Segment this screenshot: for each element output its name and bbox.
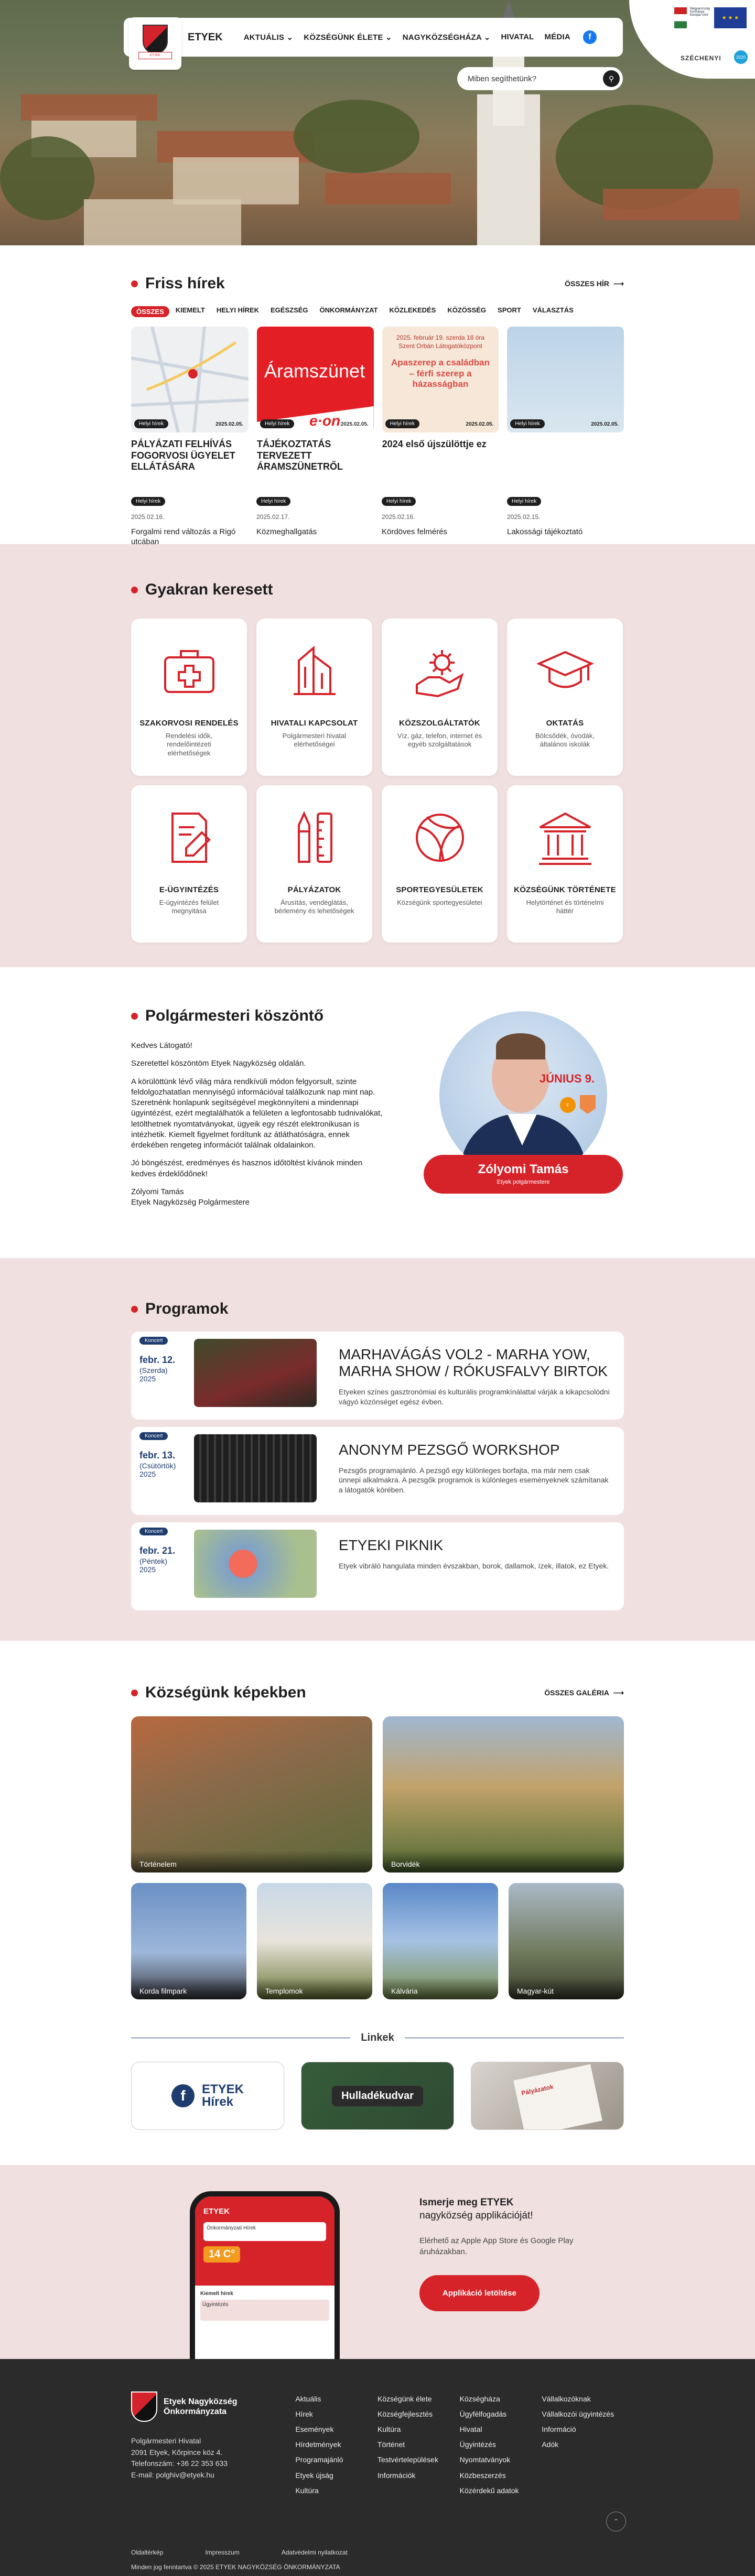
footer-link[interactable]: Események (295, 2425, 334, 2434)
freq-title: Gyakran keresett (145, 581, 273, 598)
gallery-tile[interactable]: Történelem (131, 1716, 372, 1873)
news-item[interactable]: Helyi hírek 2025.02.15. Lakossági tájékoztató (507, 496, 624, 547)
filter-kozosseg[interactable]: KÖZÖSSÉG (447, 306, 487, 314)
news-filters (131, 306, 624, 317)
section-dot (131, 280, 138, 287)
footer-link[interactable]: Ügyfélfogadás (459, 2410, 507, 2419)
freq-card-sport[interactable]: SPORTEGYESÜLETEK Községünk sportegyesületei (382, 785, 498, 943)
link-tenders[interactable]: Pályázatok (471, 2062, 624, 2130)
hero-banner (0, 0, 755, 245)
footer-link[interactable]: Vállalkozói ügyintézés (542, 2410, 614, 2419)
news-item[interactable]: Helyi hírek 2025.02.17. Közmeghallgatás (256, 496, 373, 547)
graduation-cap-icon (534, 640, 597, 702)
gallery-tile[interactable]: Magyar-kút (509, 1883, 624, 1999)
party-badge-icon: F (560, 1097, 576, 1113)
szechenyi-badge[interactable]: Magyarország Kormánya Európai Unió ★ ★ ★ SZÉCHENYI 2020 (629, 0, 755, 79)
footer-link[interactable]: Vállalkozóknak (542, 2395, 591, 2403)
nav-media[interactable]: MÉDIA (544, 33, 570, 41)
footer-link[interactable]: Közbeszerzés (459, 2471, 506, 2480)
mayor-title: Polgármesteri köszöntő (145, 1007, 324, 1024)
gallery-tile[interactable]: Borvidék (383, 1716, 624, 1873)
map-image (131, 327, 249, 432)
search-icon[interactable]: ⚲ (603, 70, 620, 87)
link-waste-yard[interactable]: Hulladékudvar (301, 2062, 454, 2130)
arrow-right-icon: ⟶ (613, 279, 624, 288)
building-icon (283, 640, 346, 702)
sitemap-link[interactable]: Oldaltérkép (131, 2548, 164, 2556)
filter-sport[interactable]: SPORT (498, 306, 521, 314)
footer-link[interactable]: Információk (378, 2471, 416, 2480)
crest-badge-icon (580, 1095, 596, 1114)
footer-link[interactable]: Aktuális (295, 2395, 321, 2403)
arrow-right-icon: ⟶ (613, 1688, 624, 1697)
footer-link[interactable]: Hivatal (459, 2425, 482, 2434)
program-card[interactable]: Koncert febr. 13. (Csütörtök) 2025 ANONYM PEZSGŐ WORKSHOP Pezsgős programajánló. A pezsgő egy különleges borfajta, ma már nem csak ünnepi alkalmakra. A pezsgők programok is különleges eseményeknek számítanak a látogatók körében. (131, 1427, 624, 1515)
section-dot (131, 1306, 138, 1313)
section-dot (131, 1013, 138, 1020)
pencil-ruler-icon (283, 806, 346, 869)
nav-nagykozseghaza[interactable]: NAGYKÖZSÉGHÁZA ⌄ (402, 33, 491, 42)
footer-link[interactable]: Etyek újság (295, 2471, 333, 2480)
mayor-photo: JÚNIUS 9. F (439, 1011, 607, 1179)
nav-hivatal[interactable]: HIVATAL (501, 33, 534, 41)
news-item[interactable]: Helyi hírek 2025.02.16. Kördöves felmérés (382, 496, 499, 547)
brand-name[interactable]: ETYEK (188, 31, 223, 43)
freq-card-tortenet[interactable]: KÖZSÉGÜNK TÖRTÉNETE Helytörténet és történelmi háttér (507, 785, 623, 943)
footer-link[interactable]: Hírek (295, 2410, 313, 2419)
program-image (194, 1530, 317, 1598)
frequent-section (0, 544, 755, 967)
links-title: Linkek (361, 2032, 394, 2043)
impressum-link[interactable]: Impresszum (205, 2548, 240, 2556)
logo[interactable] (129, 17, 181, 70)
gallery-title: Községünk képekben (145, 1684, 306, 1701)
nav-kozsegunk-elete[interactable]: KÖZSÉGÜNK ÉLETE ⌄ (304, 33, 392, 42)
hungary-flag-icon (674, 7, 687, 28)
program-card[interactable]: Koncert febr. 12. (Szerda) 2025 MARHAVÁGÁS VOL2 - MARHA YOW, MARHA SHOW / RÓKUSFALVY BIRTOK Etyeken színes gasztronómiai és kulturális programkínálattal várják a kikapcsolódni vágyó közönséget egész évben. (131, 1332, 624, 1420)
all-news-link[interactable]: ÖSSZES HÍR ⟶ (565, 279, 624, 288)
app-section: ETYEK Önkormányzati Hírek 14 C° Kiemelt hírek Ügyintézés Ismerje meg ETYEK nagyközség applikációját! Elérhető az Apple App Store és Google Play áruházakban. Applikáció letöltése (0, 2165, 755, 2359)
program-card[interactable]: Koncert febr. 21. (Péntek) 2025 ETYEKI PIKNIK Etyek vibráló hangulata minden évszakban, borok, dallamok, ízek, illatok, ez Etyek. (131, 1522, 624, 1610)
privacy-link[interactable]: Adatvédelmi nyilatkozat (281, 2548, 348, 2556)
link-fb-news[interactable]: f ETYEK Hírek (131, 2062, 284, 2130)
footer-link[interactable]: Községháza (459, 2395, 500, 2403)
freq-card-eugyintezes[interactable]: E-ÜGYINTÉZÉS E-ügyintézés felület megnyitása (131, 785, 247, 943)
filter-egeszseg[interactable]: EGÉSZSÉG (271, 306, 308, 314)
search-input[interactable]: Miben segíthetünk? (468, 74, 536, 83)
ball-icon (408, 806, 471, 869)
footer-link[interactable]: Hírdetmények (295, 2440, 341, 2449)
filter-helyi[interactable]: HELYI HÍREK (216, 306, 259, 314)
freq-card-oktatas[interactable]: OKTATÁS Bölcsődék, óvodák, általános iskolák (507, 619, 623, 776)
freq-card-kozszolgaltatok[interactable]: KÖZSZOLGÁLTATÓK Víz, gáz, telefon, internet és egyéb szolgáltatások (382, 619, 498, 776)
filter-kiemelt[interactable]: KIEMELT (175, 306, 205, 314)
footer: Etyek Nagyközség Önkormányzata Polgármesteri Hivatal 2091 Etyek, Kőrpince köz 4. Telefonszám: +36 22 353 633 E-mail: polghiv@etyek.hu Aktuális Hírek Események Hírdetmények Programajánló Etyek újság Kultúra Községünk élete Községfejlesztés Kultúra Történet Testvértelepülések Információk Községháza Ügyfélfogadás Hivatal Ügyintézés Nyomtatványok Közbeszerzés Közérdekű adatok Vállalkozóknak Vállalkozói ügyintézés Információ Adók Oldaltérkép Impresszum Adatvédelmi nyilatkozat Minden jog fenntartva © 2025 ETYEK NAGYKÖZSÉG ÖNKORMÁNYZATA (0, 2359, 755, 2576)
footer-col-aktualis (295, 2391, 378, 2498)
news-title: Friss hírek (145, 275, 225, 292)
facebook-icon: f (171, 2084, 195, 2107)
footer-link[interactable]: Kultúra (295, 2486, 319, 2495)
section-dot (131, 1690, 138, 1696)
program-image (194, 1339, 317, 1407)
szechenyi-plus-icon: 2020 (734, 50, 748, 64)
program-image (194, 1434, 317, 1502)
filter-onkormanyzat[interactable]: ÖNKORMÁNYZAT (319, 306, 378, 314)
filter-valasztas[interactable]: VÁLASZTÁS (532, 306, 574, 314)
app-download-button[interactable]: Applikáció letöltése (419, 2275, 540, 2311)
gallery-tile[interactable]: Templomok (257, 1883, 372, 1999)
footer-link[interactable]: Kultúra (378, 2425, 401, 2434)
footer-link[interactable]: Községfejlesztés (378, 2410, 433, 2419)
programs-title: Programok (145, 1300, 229, 1317)
news-card[interactable]: Áramszünet e·on Helyi hírek 2025.02.05. TÁJÉKOZTATÁS TERVEZETT ÁRAMSZÜNETRŐL (257, 327, 374, 473)
freq-card-szakorvos[interactable]: SZAKORVOSI RENDELÉS Rendelési idők, rendelőintézeti elérhetőségek (131, 619, 247, 776)
crest-icon (131, 2391, 157, 2422)
all-gallery-link[interactable]: ÖSSZES GALÉRIA ⟶ (544, 1688, 624, 1697)
footer-col-kozseghaza (460, 2391, 542, 2498)
mayor-button[interactable]: Zólyomi Tamás Etyek polgármestere (424, 1155, 623, 1194)
phone-mockup: ETYEK Önkormányzati Hírek 14 C° Kiemelt hírek Ügyintézés (190, 2191, 340, 2359)
footer-link[interactable]: Történet (378, 2440, 405, 2449)
nav-aktualis[interactable]: AKTUÁLIS ⌄ (243, 33, 294, 42)
museum-icon (534, 806, 597, 869)
gallery-tile[interactable]: Kálvária (383, 1883, 498, 1999)
news-item[interactable]: Helyi hírek 2025.02.16. Forgalmi rend változás a Rigó utcában (131, 496, 248, 547)
news-card[interactable]: 2025. február 19. szerda 18 óra Szent Orbán Látogatóközpont Apaszerep a családban – férfi szerep a házasságban Helyi hírek 2025.02.05. 2024 első újszülöttje ez (382, 327, 499, 473)
news-card[interactable]: Helyi hírek 2025.02.05. PÁLYÁZATI FELHÍVÁS FOGORVOSI ÜGYELET ELLÁTÁSÁRA (131, 327, 249, 473)
freq-card-palyazatok[interactable]: PÁLYÁZATOK Árusítás, vendéglátás, bérlemény és lehetőségek (256, 785, 372, 943)
gallery-section (0, 1641, 755, 2165)
footer-link[interactable]: Közérdekű adatok (459, 2486, 519, 2495)
eu-flag-icon: ★ ★ ★ (714, 7, 747, 28)
scroll-top-icon[interactable]: ⌃ (606, 2512, 626, 2531)
footer-link[interactable]: Ügyintézés (459, 2440, 496, 2449)
footer-col-vallalkozoknak (542, 2391, 624, 2498)
search-bar[interactable] (457, 67, 623, 90)
crest-icon: ETYEK (138, 25, 172, 62)
freq-card-hivatal[interactable]: HIVATALI KAPCSOLAT Polgármesteri hivatal elérhetőségei (256, 619, 372, 776)
news-card[interactable]: Helyi hírek 2025.02.05. (507, 327, 624, 473)
section-dot (131, 587, 138, 593)
main-navbar (124, 18, 623, 57)
mayor-section: Polgármesteri köszöntő Kedves Látogató! Szeretettel köszöntöm Etyek Nagyközség oldalán. A körülöttünk lévő világ mára rendkívüli módon felgyorsult, szinte feldolgozhatatlan mennyiségű információval találkozunk nap mint nap. Szeretnénk honlapunk segítségével megkönnyíteni a mindennapi ügyintézést, ezért megtalálhatók a felületen a legfontosabb tudnivalókat, letölthetnek nyomtatványokat, ügyeik egy részét elektronikusan is intézhetik. Kiemelt figyelmet fordítunk az átláthatóságra, ennek érdekében rengeteg információt találnak oldalainkon. Jó böngészést, eredményes és hasznos időtöltést kívánok minden kedves érdeklődőnek! Zólyomi Tamás Etyek Nagyközség Polgármestere JÚNIUS 9. F Zólyomi Tamás Etyek polgármestere (0, 967, 755, 1258)
filter-kozlekedes[interactable]: KÖZLEKEDÉS (389, 306, 436, 314)
facebook-icon[interactable]: f (583, 30, 597, 44)
programs-section (0, 1258, 755, 1641)
footer-link[interactable]: Testvértelepülések (378, 2455, 438, 2464)
document-pen-icon (158, 806, 221, 869)
footer-link[interactable]: Községünk élete (378, 2395, 432, 2403)
hand-gear-icon (408, 640, 471, 702)
footer-link[interactable]: Adók (542, 2440, 559, 2449)
filter-all[interactable]: ÖSSZES (131, 306, 169, 317)
first-aid-icon (158, 640, 221, 702)
footer-link[interactable]: Programajánló (295, 2455, 343, 2464)
footer-col-kozsegunk (378, 2391, 460, 2498)
footer-link[interactable]: Nyomtatványok (459, 2455, 511, 2464)
eon-logo: e·on (309, 413, 341, 429)
gallery-tile[interactable]: Korda filmpark (131, 1883, 246, 1999)
footer-link[interactable]: Információ (542, 2425, 576, 2434)
